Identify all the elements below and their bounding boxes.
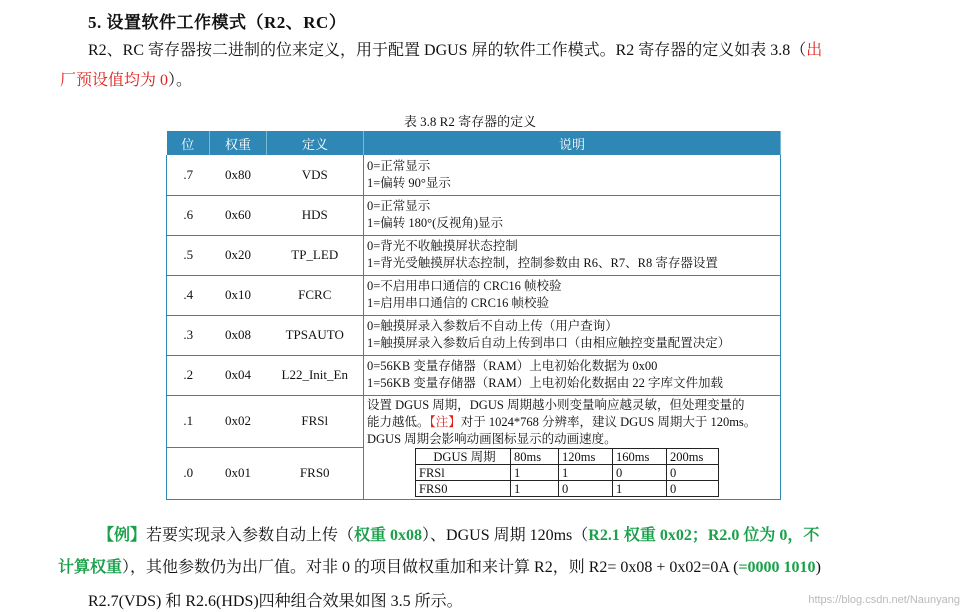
cell-bit: .1 xyxy=(167,395,210,447)
intro-line2-red: 厂预设值均为 0 xyxy=(60,72,169,89)
sub-cell: 0 xyxy=(613,465,667,481)
sub-cell: 1 xyxy=(559,465,613,481)
header-bit: 位 xyxy=(167,131,210,155)
cell-weight: 0x04 xyxy=(210,355,267,395)
desc-line: 0=背光不收触摸屏状态控制 xyxy=(367,239,518,253)
header-description: 说明 xyxy=(364,131,781,155)
cell-def: FRSl xyxy=(267,395,364,447)
desc-line: DGUS 周期会影响动画图标显示的动画速度。 xyxy=(367,431,617,446)
sub-cell: 0 xyxy=(667,481,719,497)
sub-table-row xyxy=(416,465,719,481)
example-line3: R2.7(VDS) 和 R2.6(HDS)四种组合效果如图 3.5 所示。 xyxy=(88,593,463,610)
table-row xyxy=(167,195,781,235)
desc-line: 0=56KB 变量存储器（RAM）上电初始化数据为 0x00 xyxy=(367,359,658,373)
example-text: ），其他参数仍为出厂值。对非 0 的项目做权重加和来计算 R2，则 R2= 0x08 + 0x02=0A ( xyxy=(122,559,739,576)
cell-bit: .6 xyxy=(167,195,210,235)
sub-table-header-row xyxy=(416,449,719,465)
table-row xyxy=(167,355,781,395)
desc-line: 1=背光受触摸屏状态控制，控制参数由 R6、R7、R8 寄存器设置 xyxy=(367,256,718,270)
cell-bit: .4 xyxy=(167,275,210,315)
cell-desc xyxy=(364,235,781,275)
cell-def: TP_LED xyxy=(267,235,364,275)
desc-line: 0=正常显示 xyxy=(367,199,431,213)
cell-weight: 0x01 xyxy=(210,447,267,499)
header-weight: 权重 xyxy=(210,131,267,155)
note-label: 【注】 xyxy=(429,414,461,429)
intro-line1-red: 出 xyxy=(806,42,823,59)
cell-bit: .3 xyxy=(167,315,210,355)
sub-cell: DGUS 周期 xyxy=(416,449,511,465)
example-highlight: 权重 0x08 xyxy=(354,527,423,544)
header-definition: 定义 xyxy=(267,131,364,155)
table-row xyxy=(167,395,781,447)
sub-cell: 120ms xyxy=(559,449,613,465)
desc-line: 设置 DGUS 周期，DGUS 周期越小则变量响应越灵敏，但处理变量的 xyxy=(367,397,745,412)
example-highlight: 计算权重 xyxy=(58,559,123,576)
cell-def: L22_Init_En xyxy=(267,355,364,395)
example-label: 【例】 xyxy=(98,527,147,544)
cell-bit: .0 xyxy=(167,447,210,499)
cell-def: HDS xyxy=(267,195,364,235)
example-text: 若要实现录入参数自动上传（ xyxy=(146,527,355,544)
desc-line: 1=触摸屏录入参数后自动上传到串口（由相应触控变量配置决定） xyxy=(367,336,731,350)
cell-desc xyxy=(364,355,781,395)
cell-bit: .2 xyxy=(167,355,210,395)
sub-cell: 160ms xyxy=(613,449,667,465)
cell-def: FRS0 xyxy=(267,447,364,499)
dgus-period-table xyxy=(415,448,719,497)
intro-line2-end: ）。 xyxy=(168,72,193,89)
cell-weight: 0x20 xyxy=(210,235,267,275)
cell-def: VDS xyxy=(267,155,364,195)
intro-line1: R2、RC 寄存器按二进制的位来定义，用于配置 DGUS 屏的软件工作模式。R2 寄存器的定义如表 3.8（ xyxy=(88,42,807,59)
sub-cell: FRS0 xyxy=(416,481,511,497)
desc-line: 0=触摸屏录入参数后不自动上传（用户查询） xyxy=(367,319,618,333)
sub-table-row xyxy=(416,481,719,497)
example-highlight: R2.1 权重 0x02；R2.0 位为 0，不 xyxy=(588,527,820,544)
table-header-row xyxy=(167,131,781,155)
sub-cell: 1 xyxy=(613,481,667,497)
cell-bit: .5 xyxy=(167,235,210,275)
desc-line: 1=56KB 变量存储器（RAM）上电初始化数据由 22 字库文件加载 xyxy=(367,376,724,390)
sub-cell: 80ms xyxy=(511,449,559,465)
example-highlight: =0000 1010 xyxy=(738,559,816,576)
desc-line: 1=偏转 90°显示 xyxy=(367,175,451,190)
sub-cell: 0 xyxy=(667,465,719,481)
intro-paragraph-cont xyxy=(60,70,192,92)
sub-cell: 1 xyxy=(511,481,559,497)
example-text: ）、DGUS 周期 120ms（ xyxy=(422,527,589,544)
cell-desc xyxy=(364,275,781,315)
table-row xyxy=(167,235,781,275)
cell-desc xyxy=(364,195,781,235)
cell-desc xyxy=(364,155,781,195)
sub-cell: 200ms xyxy=(667,449,719,465)
cell-weight: 0x10 xyxy=(210,275,267,315)
cell-weight: 0x60 xyxy=(210,195,267,235)
example-text: ) xyxy=(815,559,821,576)
table-row xyxy=(167,275,781,315)
r2-register-table xyxy=(166,131,781,500)
intro-paragraph xyxy=(88,40,918,62)
desc-line: 0=正常显示 xyxy=(367,158,431,173)
table-caption: 表 3.8 R2 寄存器的定义 xyxy=(403,114,537,129)
desc-line: 1=启用串口通信的 CRC16 帧校验 xyxy=(367,296,550,310)
cell-weight: 0x02 xyxy=(210,395,267,447)
cell-weight: 0x80 xyxy=(210,155,267,195)
sub-cell: FRSl xyxy=(416,465,511,481)
desc-text: 对于 1024*768 分辨率，建议 DGUS 周期大于 120ms。 xyxy=(460,414,757,429)
example-line1 xyxy=(98,525,819,547)
cell-desc xyxy=(364,315,781,355)
cell-weight: 0x08 xyxy=(210,315,267,355)
desc-text: 能力越低。 xyxy=(367,414,430,429)
cell-def: TPSAUTO xyxy=(267,315,364,355)
table-row xyxy=(167,155,781,195)
desc-line: 0=不启用串口通信的 CRC16 帧校验 xyxy=(367,279,562,293)
sub-cell: 1 xyxy=(511,465,559,481)
sub-cell: 0 xyxy=(559,481,613,497)
cell-def: FCRC xyxy=(267,275,364,315)
watermark: https://blog.csdn.net/Naunyang xyxy=(808,594,960,606)
cell-bit: .7 xyxy=(167,155,210,195)
desc-line xyxy=(367,414,780,431)
table-row xyxy=(167,315,781,355)
section-heading: 5. 设置软件工作模式（R2、RC） xyxy=(88,13,347,32)
desc-line: 1=偏转 180°(反视角)显示 xyxy=(367,216,503,230)
example-line2 xyxy=(58,557,821,579)
